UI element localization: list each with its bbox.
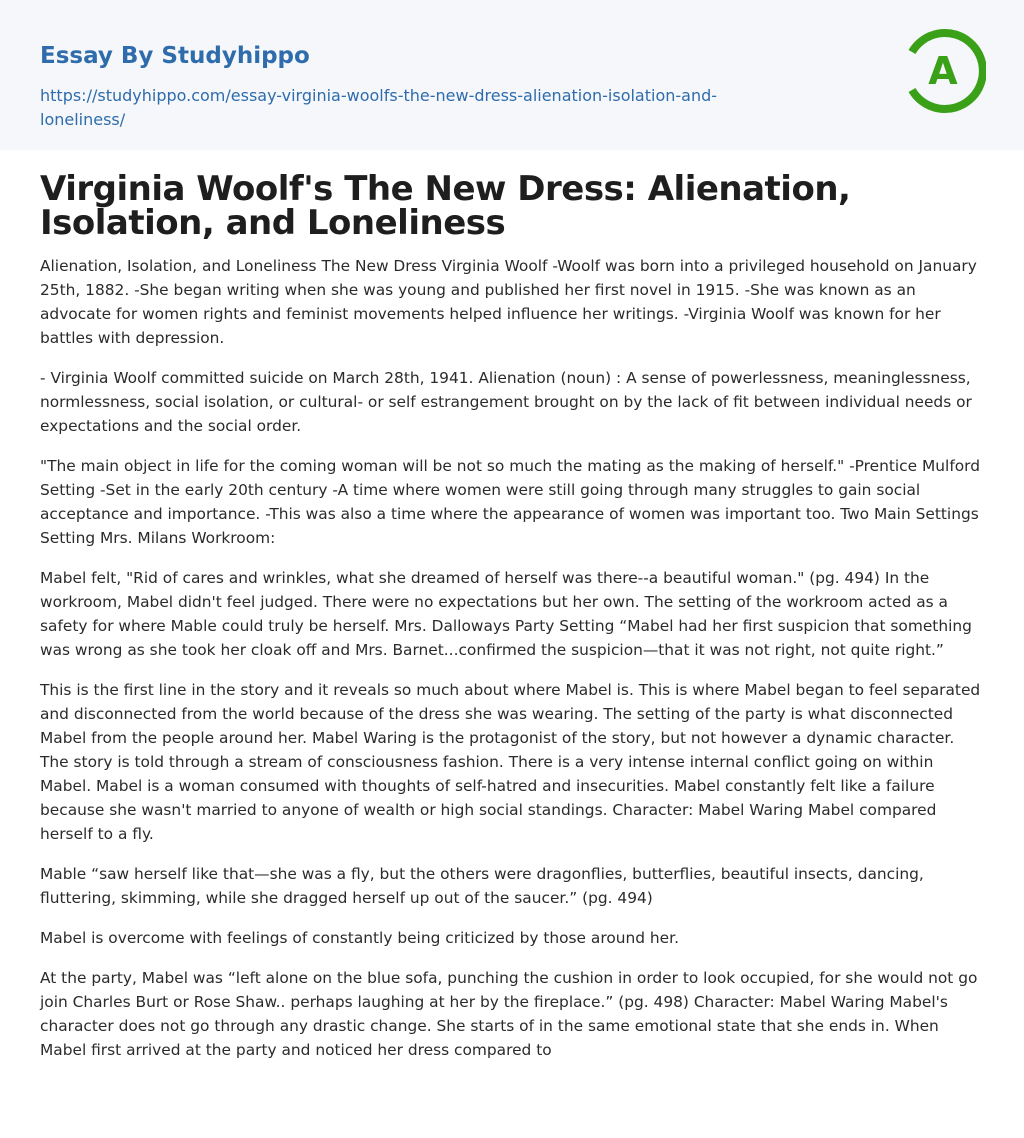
brand-title[interactable]: Essay By Studyhippo	[40, 43, 310, 69]
paragraph-4: Mabel felt, "Rid of cares and wrinkles, what she dreamed of herself was there--a beautiful woman." (pg. 494) In the workroom, Mabel didn't feel judged. There were no expectations but her own. The setting of the workroom acted as a safety for where Mable could truly be herself. Mrs. Dalloways Party Setting “Mabel had her first suspicion that something was wrong as she took her cloak off and Mrs. Barnet...confirmed the suspicion—that it was not right, not quite right.”	[40, 569, 972, 659]
paragraph-1: Alienation, Isolation, and Loneliness The New Dress Virginia Woolf -Woolf was born into a privileged household on January 25th, 1882. -She began writing when she was young and published her first novel in 1915. -She was known as an advocate for women rights and feminist movements helped influence her writings. -Virginia Woolf was known for her battles with depression.	[40, 257, 977, 347]
paragraph-7: Mabel is overcome with feelings of constantly being criticized by those around her.	[40, 929, 679, 947]
site-header	[0, 0, 1024, 150]
essay-url-link[interactable]: https://studyhippo.com/essay-virginia-woolfs-the-new-dress-alienation-isolation-and-loneliness/	[40, 86, 718, 129]
studyhippo-logo-icon[interactable]	[900, 28, 986, 114]
paragraph-3: "The main object in life for the coming woman will be not so much the mating as the making of herself." -Prentice Mulford Setting -Set in the early 20th century -A time where women were still going through many struggles to gain social acceptance and importance. -This was also a time where the appearance of women was important too. Two Main Settings Setting Mrs. Milans Workroom:	[40, 457, 980, 547]
paragraph-5: This is the first line in the story and it reveals so much about where Mabel is. This is where Mabel began to feel separated and disconnected from the world because of the dress she was wearing. The setting of the party is what disconnected Mabel from the people around her. Mabel Waring is the protagonist of the story, but not however a dynamic character. The story is told through a stream of consciousness fashion. There is a very intense internal conflict going on within Mabel. Mabel is a woman consumed with thoughts of self-hatred and insecurities. Mabel constantly felt like a failure because she wasn't married to anyone of wealth or high social standings. Character: Mabel Waring Mabel compared herself to a fly.	[40, 681, 981, 843]
article-title: Virginia Woolf's The New Dress: Alienation, Isolation, and Loneliness	[40, 169, 851, 243]
paragraph-6: Mable “saw herself like that—she was a fly, but the others were dragonflies, butterflies, beautiful insects, dancing, fluttering, skimming, while she dragged herself up out of the saucer.” (pg. 494)	[40, 865, 924, 907]
paragraph-8: At the party, Mabel was “left alone on the blue sofa, punching the cushion in order to look occupied, for she would not go join Charles Burt or Rose Shaw.. perhaps laughing at her by the fireplace.” (pg. 498) Character: Mabel Waring Mabel's character does not go through any drastic change. She starts of in the same emotional state that she ends in. When Mabel first arrived at the party and noticed her dress compared to	[40, 969, 978, 1059]
paragraph-2: - Virginia Woolf committed suicide on March 28th, 1941. Alienation (noun) : A sense of powerlessness, meaninglessness, normlessness, social isolation, or cultural- or self estrangement brought on by the lack of fit between individual needs or expectations and the social order.	[40, 369, 972, 435]
article	[0, 169, 1024, 1062]
logo-letter: A	[928, 49, 958, 93]
